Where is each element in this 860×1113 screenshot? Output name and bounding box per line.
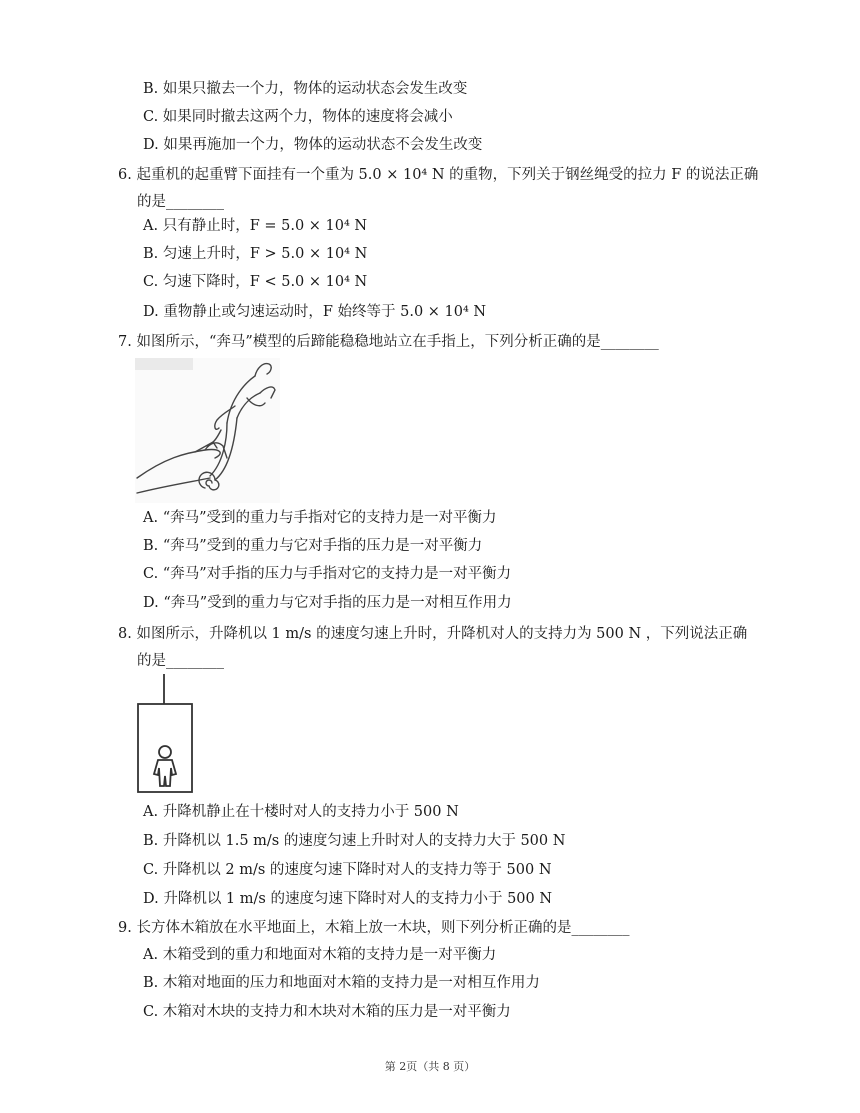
line-q5-option-b: B. 如果只撤去一个力，物体的运动状态会发生改变 bbox=[143, 81, 468, 97]
line-q7-option-b: B. “奔马”受到的重力与它对手指的压力是一对平衡力 bbox=[143, 538, 483, 554]
line-q7-option-a: A. “奔马”受到的重力与手指对它的支持力是一对平衡力 bbox=[143, 510, 497, 526]
line-q9-option-a: A. 木箱受到的重力和地面对木箱的支持力是一对平衡力 bbox=[143, 947, 497, 963]
line-q8-stem-cont: 的是________ bbox=[137, 653, 224, 669]
line-q8-stem: 8. 如图所示，升降机以 1 m/s 的速度匀速上升时，升降机对人的支持力为 500 N ，下列说法正确 bbox=[118, 626, 748, 642]
line-q9-option-c: C. 木箱对木块的支持力和木块对木箱的压力是一对平衡力 bbox=[143, 1004, 511, 1020]
line-q6-stem: 6. 起重机的起重臂下面挂有一个重为 5.0 × 10⁴ N 的重物，下列关于钢丝绳受的拉力 F 的说法正确 bbox=[118, 167, 759, 183]
line-q6-option-d: D. 重物静止或匀速运动时，F 始终等于 5.0 × 10⁴ N bbox=[143, 304, 487, 320]
line-q6-stem-cont: 的是________ bbox=[137, 194, 224, 210]
page-footer: 第 2页（共 8 页） bbox=[384, 1060, 476, 1073]
line-q8-option-d: D. 升降机以 1 m/s 的速度匀速下降时对人的支持力小于 500 N bbox=[143, 891, 553, 907]
line-q5-option-c: C. 如果同时撤去这两个力，物体的速度将会减小 bbox=[143, 109, 453, 125]
line-q6-option-b: B. 匀速上升时，F > 5.0 × 10⁴ N bbox=[143, 246, 368, 262]
galloping-horse-figure bbox=[135, 358, 280, 503]
line-q8-option-a: A. 升降机静止在十楼时对人的支持力小于 500 N bbox=[143, 804, 459, 820]
line-q7-option-d: D. “奔马”受到的重力与它对手指的压力是一对相互作用力 bbox=[143, 595, 512, 611]
line-q8-option-c: C. 升降机以 2 m/s 的速度匀速下降时对人的支持力等于 500 N bbox=[143, 862, 552, 878]
line-q5-option-d: D. 如果再施加一个力，物体的运动状态不会发生改变 bbox=[143, 137, 483, 153]
line-q9-option-b: B. 木箱对地面的压力和地面对木箱的支持力是一对相互作用力 bbox=[143, 975, 540, 991]
line-q8-option-b: B. 升降机以 1.5 m/s 的速度匀速上升时对人的支持力大于 500 N bbox=[143, 833, 566, 849]
line-q7-stem: 7. 如图所示，“奔马”模型的后蹄能稳稳地站立在手指上，下列分析正确的是________ bbox=[118, 334, 659, 350]
elevator-figure bbox=[136, 674, 196, 796]
line-q9-stem: 9. 长方体木箱放在水平地面上，木箱上放一木块，则下列分析正确的是________ bbox=[118, 920, 630, 936]
line-q6-option-a: A. 只有静止时，F = 5.0 × 10⁴ N bbox=[143, 218, 368, 234]
line-q7-option-c: C. “奔马”对手指的压力与手指对它的支持力是一对平衡力 bbox=[143, 566, 512, 582]
line-q6-option-c: C. 匀速下降时，F < 5.0 × 10⁴ N bbox=[143, 274, 368, 290]
